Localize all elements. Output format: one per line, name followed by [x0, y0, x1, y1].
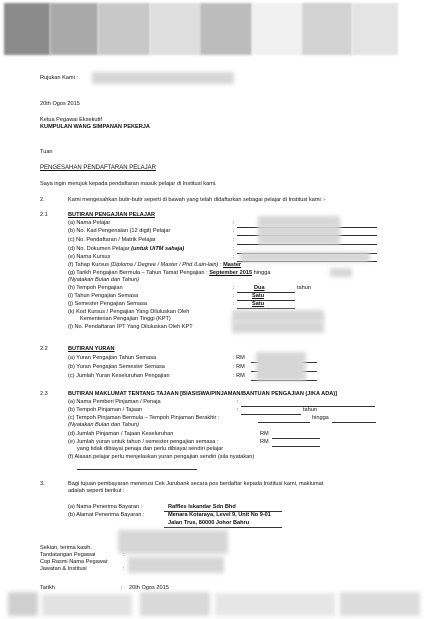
field-line [237, 292, 295, 293]
label-sponsor-name: (a) Nama Pemberi Pinjaman / Penaja [68, 399, 161, 405]
study-start-value: September 2015 [209, 270, 253, 276]
para3-number: 3. [40, 481, 45, 487]
payee-address-line1: Menara Kotaraya, Level 9, Unit No 9-01 [168, 512, 271, 518]
label-matric-number: (c) No. Pendaftaran / Matrik Pelajar [68, 237, 156, 243]
addressee-org: KUMPULAN WANG SIMPANAN PEKERJA [40, 124, 150, 130]
redacted-study-end [330, 268, 352, 277]
section23-title: BUTIRAN MAKLUMAT TENTANG TAJAAN [BIASISWA/PINJAMAN/BANTUAN PENGAJIAN (JIKA ADA)] [68, 391, 338, 397]
redacted-fee-values [256, 352, 306, 381]
label-current-semester: (j) Semester Pengajian Semasa [68, 301, 147, 307]
label-study-dates: (g) Tarikh Pengajian Bermula – Tahun Tamat Pengajian : September 2015 hingga [68, 270, 271, 276]
closing-date-label: Tarikh [40, 585, 55, 591]
closing-signature: Tandatangan Pegawai [40, 552, 96, 558]
para3-text-cont: adalah seperti berikut : [68, 488, 125, 494]
label-sponsor-total: (d) Jumlah Pinjaman / Tajaan Keseluruhan [68, 431, 174, 437]
label-payee-name: (a) Nama Penerima Bayaran : [68, 504, 143, 510]
field-line [241, 414, 301, 415]
label-payee-address: (b) Alamat Penerima Bayaran : [68, 512, 145, 518]
letter-date: 20th Ogos 2015 [40, 101, 80, 107]
current-year-value: Satu [252, 293, 265, 299]
label-unfunded-fee: (e) Jumlah yuran untuk tahun / semester pengajian semasa : [68, 439, 219, 445]
label-ipt-number: (l) No. Pendaftaran IPT Yang Diluluskan Oleh KPT [68, 324, 193, 330]
para2-text: Kami mengesahkan butir-butir seperti di bawah yang telah didaftarkan sebagai pelajar di Institusi kami :- [68, 197, 326, 203]
label-current-year: (i) Tahun Pengajian Semasa [68, 293, 139, 299]
label-sponsor-dates: (c) Tempoh Pinjaman Bermula – Tempoh Pinjaman Berakhir : [68, 415, 220, 421]
closing-stamp: Cop Rasmi Nama Pegawai: [40, 559, 109, 565]
redacted-ipt-number [232, 321, 324, 333]
field-line [77, 469, 197, 470]
sponsor-period-unit: tahun [303, 407, 317, 413]
addressee-title: Ketua Pegawai Eksekutif [40, 117, 102, 123]
redacted-signature [118, 530, 228, 554]
section21-number: 2.1 [40, 212, 48, 218]
redacted-matric-number [258, 234, 340, 245]
reference-label: Rujukan Kami : [40, 75, 78, 81]
payee-name-value: Raffles Iskandar Sdn Bhd [168, 504, 236, 510]
study-duration-unit: tahun [297, 285, 311, 291]
section23-number: 2.3 [40, 391, 48, 397]
label-student-name: (a) Nama Pelajar [68, 220, 111, 226]
label-document-number: (d) No. Dokumen Pelajar (untuk UiTM sahaja) [68, 246, 185, 252]
redacted-reference [92, 72, 234, 84]
field-line [258, 422, 310, 423]
intro-text: Saya ingin merujuk kepada pendaftaran masuk pelajar di Institusi kami. [40, 181, 217, 187]
label-study-duration: (h) Tempoh Pengajian [68, 285, 123, 291]
current-semester-value: Satu [252, 301, 265, 307]
para2-number: 2. [40, 197, 45, 203]
redacted-course-name [240, 252, 370, 262]
label-fee-semester: (b) Yuran Pengajian Semester Semasa [68, 364, 165, 370]
label-course-code: (k) Kod Kursus / Pengajian Yang Diluluskan Oleh [68, 309, 190, 315]
label-ic-number: (b) No. Kad Pengenalan (12 digit) Pelajar [68, 228, 171, 234]
label-self-fund-reason: (f) Alasan pelajar perlu menjelaskan yuran pengajian sendiri (sila nyatakan) [68, 454, 255, 460]
field-line [164, 527, 282, 528]
field-line [237, 300, 295, 301]
label-unfunded-fee-cont: yang tidak dibiayai penaja dan perlu dibiayai sendiri pelajar [77, 446, 224, 452]
closing-thanks: Sekian, terima kasih. [40, 545, 92, 551]
label-sponsor-period: (b) Tempoh Pinjaman / Tajaan [68, 407, 143, 413]
field-line [332, 422, 376, 423]
label-course-code-cont: Kementerian Pengajian Tinggi (KPT) [80, 316, 171, 322]
study-dates-note: (Nyatakan Bulan dan Tahun) [68, 277, 140, 283]
study-duration-value: Dua [254, 285, 265, 291]
subject-line: PENGESAHAN PENDAFTARAN PELAJAR [40, 165, 156, 171]
salutation: Tuan [40, 149, 53, 155]
closing-position: Jawatan & Institusi [40, 566, 87, 572]
section22-title: BUTIRAN YURAN [68, 346, 115, 352]
label-course-level: (f) Tahap Kursus (Diploma / Degree / Master / Phd /Lain-lain) : Master [68, 262, 242, 268]
para3-text: Bagi tujuan pembayaran menerusi Cek Jurubank secara pos berdaftar kepada Institusi kami, maklumat [68, 481, 324, 487]
section21-title: BUTIRAN PENGAJIAN PELAJAR [68, 212, 156, 218]
redacted-stamp [128, 557, 224, 573]
label-fee-year: (a) Yuran Pengajian Tahun Semasa [68, 355, 157, 361]
label-course-name: (e) Nama Kursus [68, 254, 111, 260]
field-line [272, 446, 320, 447]
label-fee-total: (c) Jumlah Yuran Keseluruhan Pengajian [68, 373, 170, 379]
field-line [272, 438, 320, 439]
field-line [237, 308, 295, 309]
sponsor-dates-note: (Nyatakan Bulan dan Tahun) [68, 422, 140, 428]
course-level-value: Master [223, 262, 242, 268]
section22-number: 2.2 [40, 346, 48, 352]
closing-date-value: 20th Ogos 2015 [129, 585, 169, 591]
payee-address-line2: Jalan Trus, 80000 Johor Bahru [168, 520, 250, 526]
